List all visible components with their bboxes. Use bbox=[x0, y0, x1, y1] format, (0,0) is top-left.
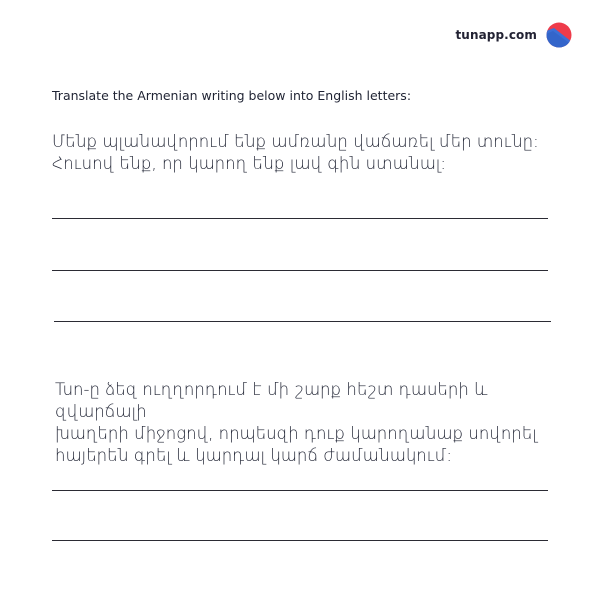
answer-line-4 bbox=[52, 490, 548, 491]
tunapp-logo-icon bbox=[546, 22, 572, 48]
answer-line-1 bbox=[52, 218, 548, 219]
brand-name: tunapp.com bbox=[455, 28, 537, 42]
exercise-2-text bbox=[55, 379, 575, 467]
brand-header bbox=[455, 22, 572, 48]
exercise-1-line: Մենք պլանավորում ենք ամռանը վաճառել մեր տունը: bbox=[52, 132, 539, 151]
instruction-text: Translate the Armenian writing below into English letters: bbox=[52, 88, 412, 103]
exercise-2-line: խաղերի միջոցով, որպեսզի դուք կարողանաք սովորել bbox=[55, 424, 537, 443]
exercise-2-line: Tun-ը ձեզ ուղղորդում է մի շարք հեշտ դասերի և զվարճալի bbox=[55, 380, 488, 421]
exercise-1-line: Հուսով ենք, որ կարող ենք լավ գին ստանալ: bbox=[52, 154, 446, 173]
exercise-1-text bbox=[52, 131, 572, 175]
answer-line-5 bbox=[52, 540, 548, 541]
exercise-2-line: հայերեն գրել և կարդալ կարճ ժամանակում: bbox=[55, 446, 452, 465]
answer-line-2 bbox=[52, 270, 548, 271]
answer-line-3 bbox=[54, 321, 551, 322]
